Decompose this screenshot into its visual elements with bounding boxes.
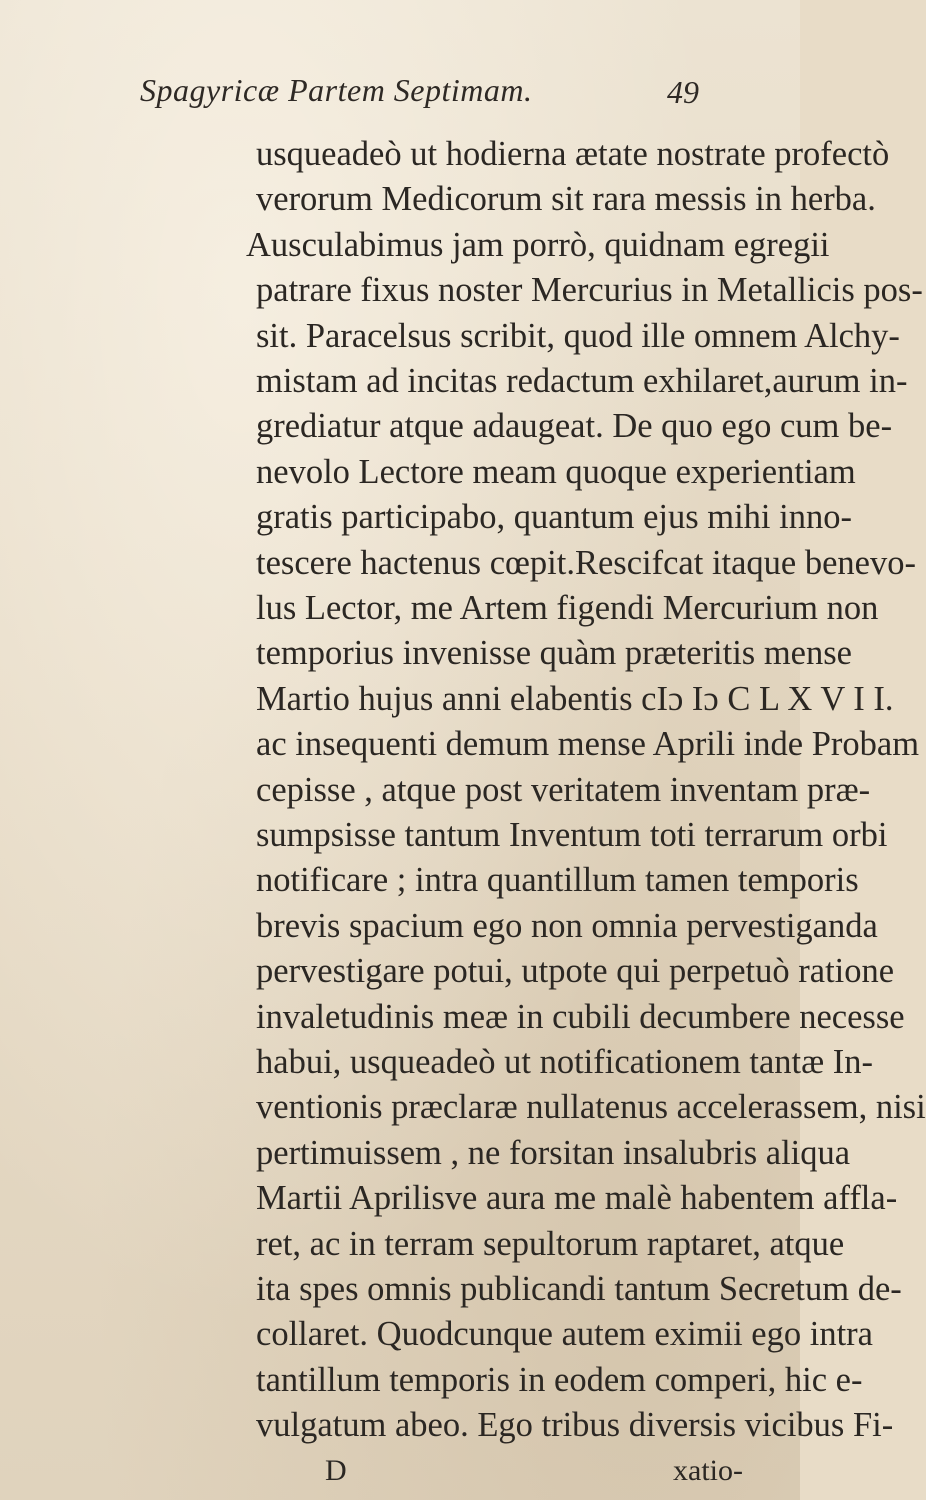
text-line: ventionis præclaræ nullatenus accelerassem, nisi bbox=[256, 1088, 926, 1127]
running-head: Spagyricæ Partem Septimam. bbox=[140, 72, 533, 108]
text-line: nevolo Lectore meam quoque experientiam bbox=[256, 452, 856, 491]
text-line: tescere hactenus cœpit.Rescifcat itaque benevo- bbox=[256, 543, 916, 582]
text-line: habui, usqueadeò ut notificationem tantæ In- bbox=[256, 1043, 874, 1081]
catchword: xatio- bbox=[673, 1453, 743, 1487]
text-line: ita spes omnis publicandi tantum Secretum de- bbox=[256, 1270, 902, 1308]
page-number: 49 bbox=[667, 74, 699, 110]
text-line: tantillum temporis in eodem comperi, hic e- bbox=[256, 1360, 863, 1399]
text-line: brevis spacium ego non omnia pervestiganda bbox=[256, 906, 878, 945]
text-line: Ausculabimus jam porrò, quidnam egregii bbox=[246, 225, 830, 264]
page-header bbox=[0, 66, 800, 116]
text-line: Martio hujus anni elabentis cIɔ Iɔ C L X V I I. bbox=[256, 679, 894, 718]
text-line: usqueadeò ut hodierna ætate nostrate profectò bbox=[256, 135, 890, 173]
text-line: invaletudinis meæ in cubili decumbere necesse bbox=[256, 997, 905, 1036]
text-line: sit. Paracelsus scribit, quod ille omnem Alchy- bbox=[256, 316, 900, 355]
text-line: pertimuissem , ne forsitan insalubris aliqua bbox=[256, 1133, 851, 1172]
text-line: patrare fixus noster Mercurius in Metallicis pos- bbox=[256, 271, 923, 310]
text-line: notificare ; intra quantillum tamen temporis bbox=[256, 861, 859, 900]
text-line: gratis participabo, quantum ejus mihi inno- bbox=[256, 498, 852, 537]
text-line: lus Lector, me Artem figendi Mercurium non bbox=[256, 589, 879, 627]
text-line: verorum Medicorum sit rara messis in herba. bbox=[256, 180, 876, 219]
text-line: cepisse , atque post veritatem inventam præ- bbox=[256, 770, 871, 809]
text-line: mistam ad incitas redactum exhilaret,aurum in- bbox=[256, 362, 908, 400]
page-footer bbox=[0, 1449, 800, 1493]
text-line: sumpsisse tantum Inventum toti terrarum orbi bbox=[256, 816, 888, 854]
text-line: ret, ac in terram sepultorum raptaret, atque bbox=[256, 1224, 845, 1263]
signature-mark: D bbox=[325, 1453, 347, 1487]
text-line: temporius invenisse quàm præteritis mense bbox=[256, 634, 852, 673]
text-line: collaret. Quodcunque autem eximii ego intra bbox=[256, 1315, 873, 1354]
text-line: pervestigare potui, utpote qui perpetuò ratione bbox=[256, 952, 895, 991]
text-line: Martii Aprilisve aura me malè habentem affla- bbox=[256, 1179, 898, 1218]
text-line: grediatur atque adaugeat. De quo ego cum be- bbox=[256, 407, 893, 446]
text-line: ac insequenti demum mense Aprili inde Probam bbox=[256, 725, 920, 764]
text-line: vulgatum abeo. Ego tribus diversis vicibus Fi- bbox=[256, 1406, 894, 1445]
